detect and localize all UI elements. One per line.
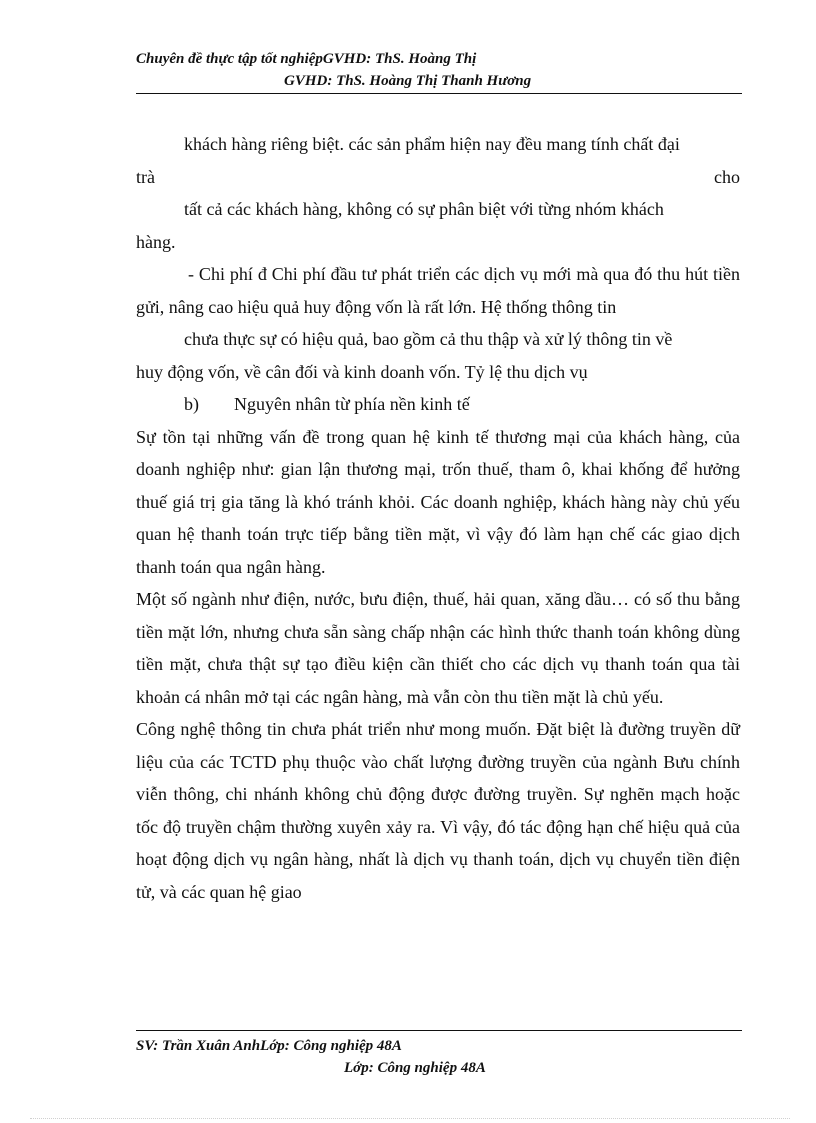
page-footer bbox=[136, 1035, 742, 1079]
paragraph-7: huy động vốn, về cân đối và kinh doanh vốn. Tỷ lệ thu dịch vụ bbox=[136, 361, 588, 382]
page-header bbox=[136, 48, 742, 92]
footer-line-2: Lớp: Công nghiệp 48A bbox=[344, 1060, 486, 1076]
paragraph-10: Công nghệ thông tin chưa phát triển như mong muốn. Đặt biệt là đường truyền dữ liệu của các TCTD phụ thuộc vào chất lượng đường truyền của ngành Bưu chính viễn thông, chi nhánh không chủ động được đường truyền. Sự nghẽn mạch hoặc tốc độ truyền chậm thường xuyên xảy ra. Vì vậy, đó tác động hạn chế hiệu quả của hoạt động dịch vụ ngân hàng, nhất là dịch vụ thanh toán, dịch vụ chuyển tiền điện tử, và các quan hệ giao bbox=[136, 719, 740, 902]
footer-divider bbox=[136, 1030, 742, 1031]
paragraph-9: Một số ngành như điện, nước, bưu điện, thuế, hải quan, xăng dầu… có số thu bằng tiền mặt lớn, nhưng chưa sẵn sàng chấp nhận các hình thức thanh toán không dùng tiền mặt, chưa thật sự tạo điều kiện cần thiết cho các dịch vụ thanh toán qua tài khoản cá nhân mở tại các ngân hàng, mà vẫn còn thu tiền mặt là chủ yếu. bbox=[136, 589, 740, 707]
footer-line-1: SV: Trần Xuân AnhLớp: Công nghiệp 48A bbox=[136, 1038, 402, 1054]
paragraph-4: hàng. bbox=[136, 231, 176, 252]
paragraph-5: - Chi phí đ Chi phí đầu tư phát triển các dịch vụ mới mà qua đó thu hút tiền gửi, nâng cao hiệu quả huy động vốn là rất lớn. Hệ thống thông tin bbox=[136, 264, 740, 317]
document-body bbox=[136, 128, 740, 908]
paragraph-2 bbox=[136, 161, 740, 194]
paragraph-3: tất cả các khách hàng, không có sự phân biệt với từng nhóm khách bbox=[184, 199, 664, 219]
section-heading-b bbox=[136, 388, 740, 421]
paragraph-2-left: trà bbox=[136, 166, 155, 187]
paragraph-1: khách hàng riêng biệt. các sản phẩm hiện nay đều mang tính chất đại bbox=[184, 134, 680, 154]
header-line-2: GVHD: ThS. Hoàng Thị Thanh Hương bbox=[284, 73, 532, 89]
page-bottom-border bbox=[30, 1118, 790, 1119]
paragraph-8: Sự tồn tại những vấn đề trong quan hệ kinh tế thương mại của khách hàng, của doanh nghiệp như: gian lận thương mại, trốn thuế, tham ô, khai khống để hưởng thuế giá trị gia tăng là khó tránh khỏi. Các doanh nghiệp, khách hàng này chủ yếu quan hệ thanh toán trực tiếp bằng tiền mặt, vì vậy đó làm hạn chế các giao dịch thanh toán qua ngân hàng. bbox=[136, 426, 740, 577]
paragraph-2-right: cho bbox=[714, 166, 740, 187]
section-heading-b-label: b) bbox=[184, 394, 199, 414]
paragraph-6: chưa thực sự có hiệu quả, bao gồm cả thu thập và xử lý thông tin về bbox=[184, 329, 673, 349]
header-line-1: Chuyên đề thực tập tốt nghiệpGVHD: ThS. Hoàng Thị bbox=[136, 51, 477, 67]
header-divider bbox=[136, 93, 742, 94]
section-heading-b-text: Nguyên nhân từ phía nền kinh tế bbox=[234, 394, 470, 414]
